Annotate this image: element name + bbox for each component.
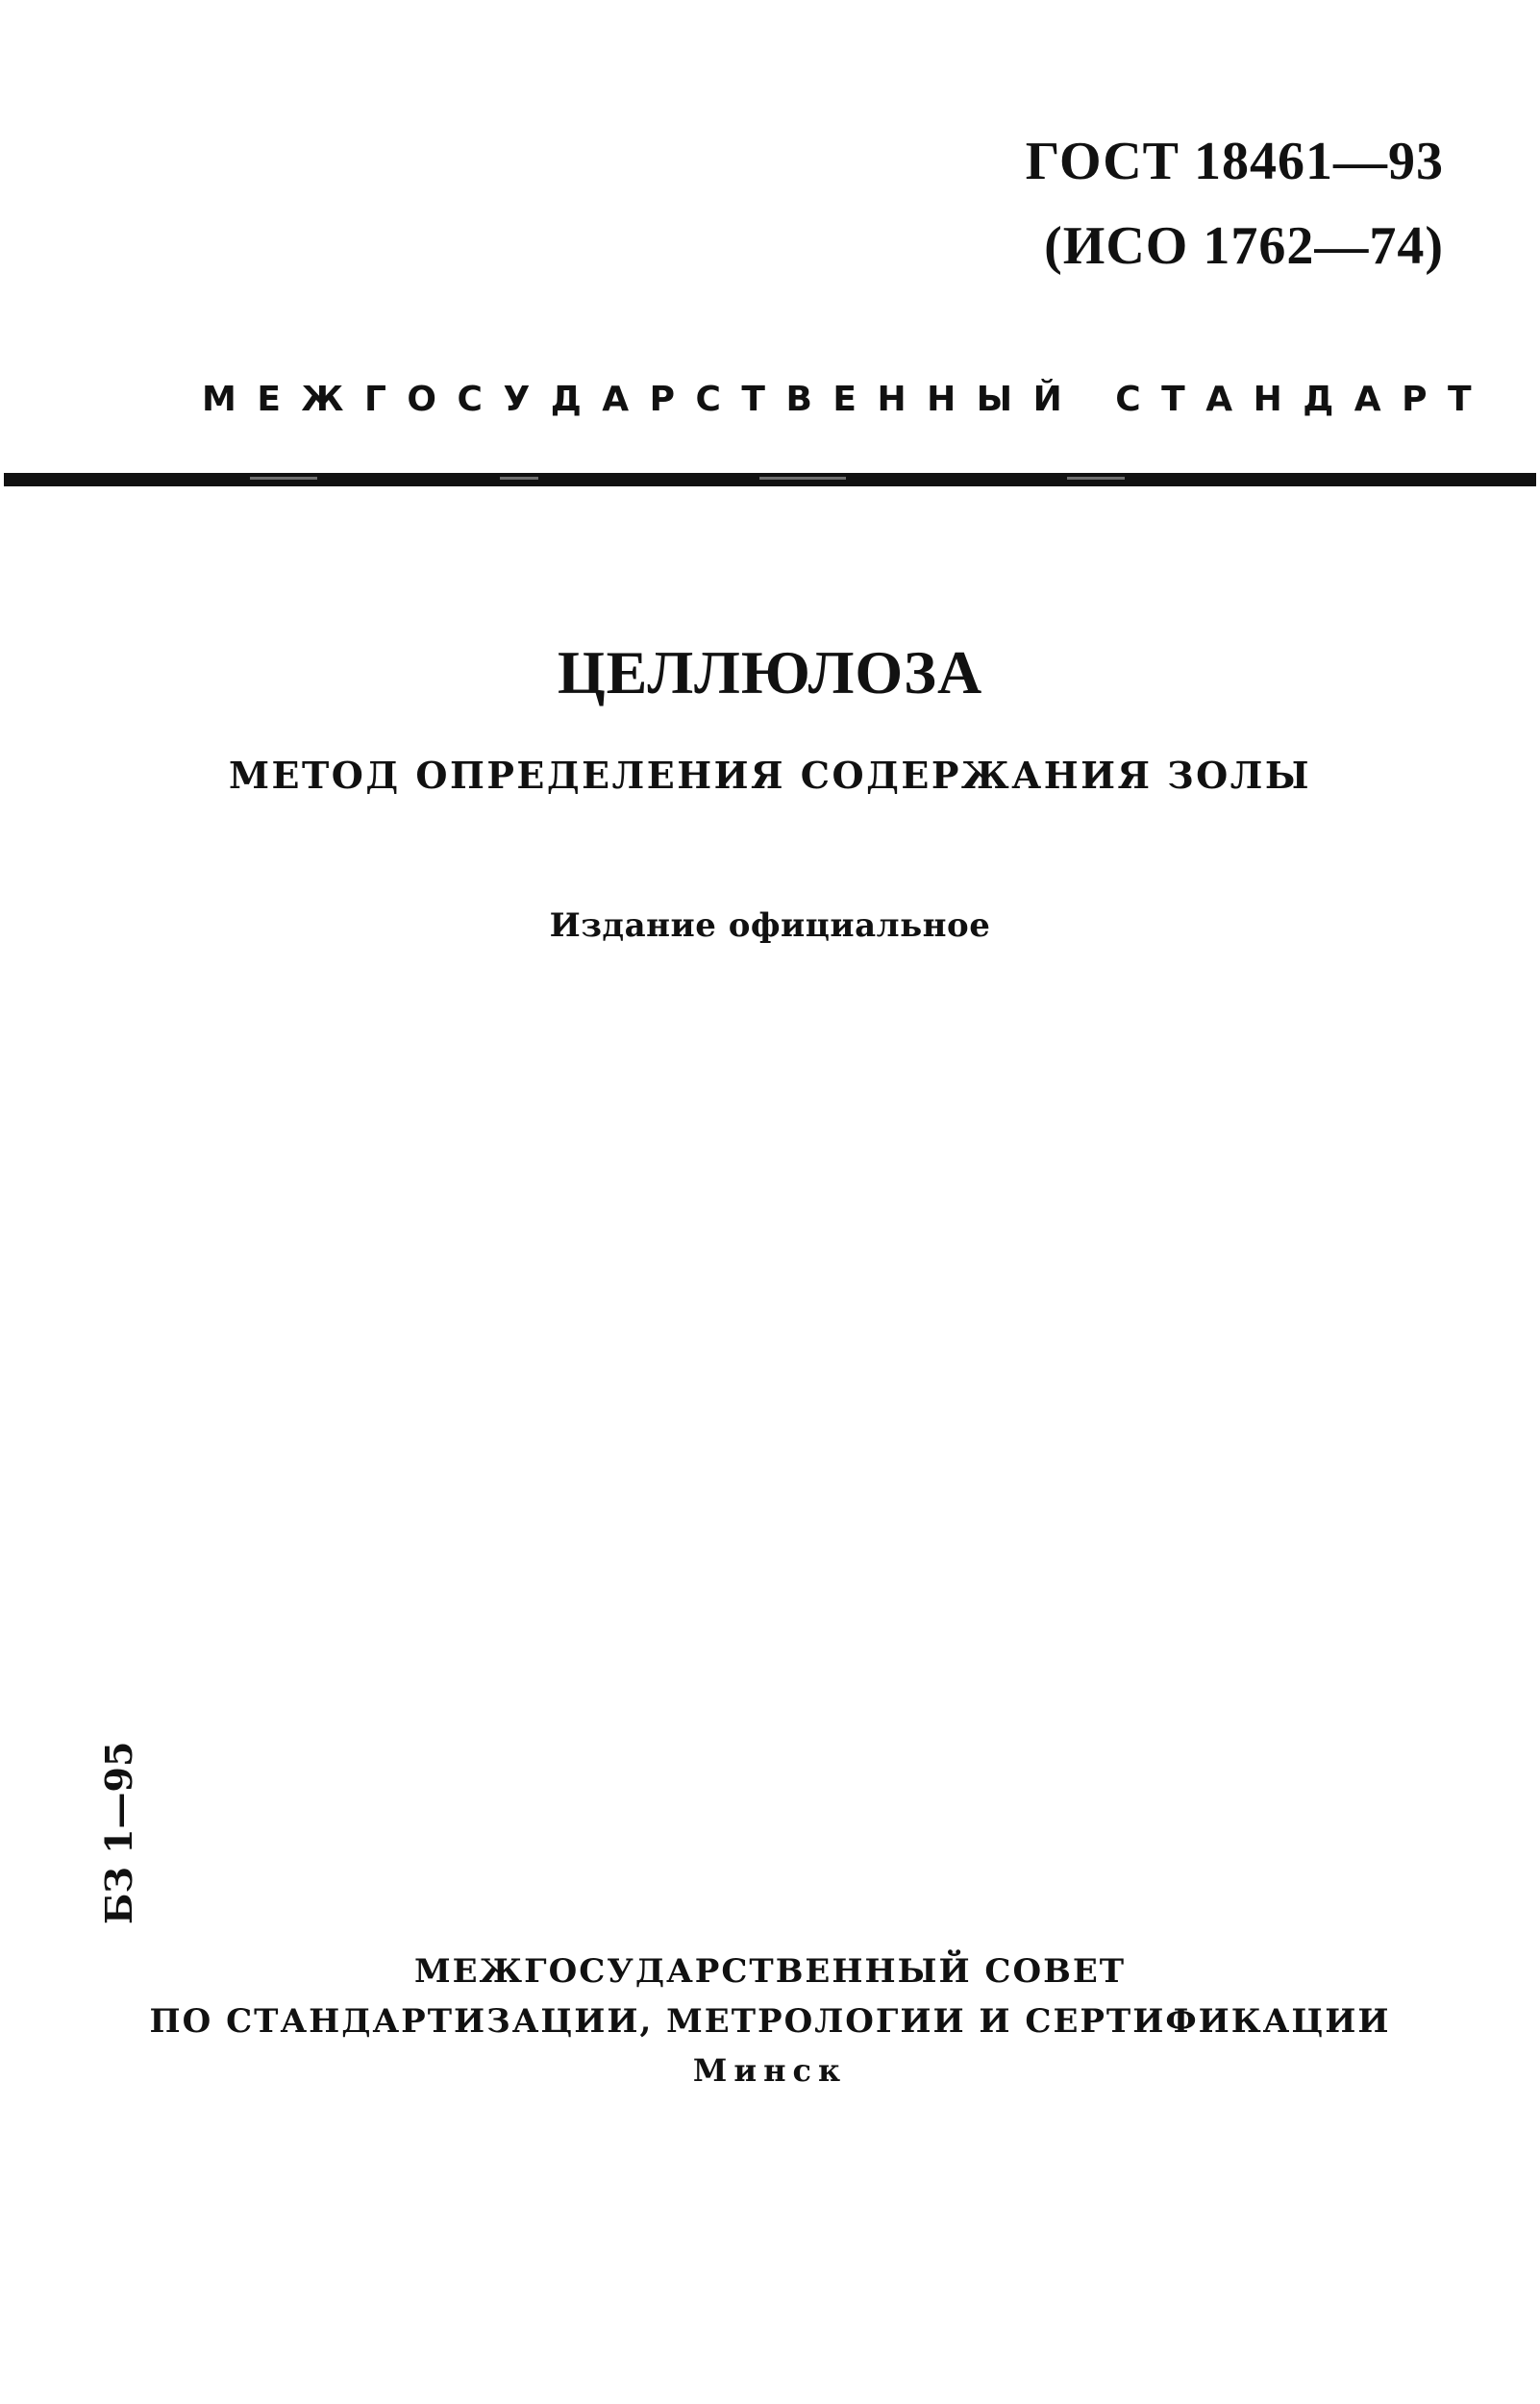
rule-speck bbox=[759, 477, 846, 480]
rule-speck bbox=[1067, 477, 1125, 480]
edition-label: Издание официальное bbox=[549, 906, 991, 945]
publisher-line-2: ПО СТАНДАРТИЗАЦИИ, МЕТРОЛОГИИ И СЕРТИФИКАЦИИ bbox=[149, 2002, 1391, 2041]
document-title: ЦЕЛЛЮЛОЗА bbox=[557, 638, 983, 706]
iso-number: (ИСО 1762—74) bbox=[1044, 216, 1444, 276]
horizontal-rule bbox=[4, 473, 1536, 486]
gost-number: ГОСТ 18461—93 bbox=[1025, 132, 1444, 191]
publisher-city: Минск bbox=[692, 2052, 848, 2089]
side-code: БЗ 1—95 bbox=[97, 1741, 140, 1924]
standard-type: МЕЖГОСУДАРСТВЕННЫЙ СТАНДАРТ bbox=[202, 380, 1493, 419]
rule-speck bbox=[250, 477, 317, 480]
publisher-line-1: МЕЖГОСУДАРСТВЕННЫЙ СОВЕТ bbox=[413, 1952, 1127, 1991]
document-subtitle: МЕТОД ОПРЕДЕЛЕНИЯ СОДЕРЖАНИЯ ЗОЛЫ bbox=[228, 754, 1312, 797]
rule-speck bbox=[500, 477, 538, 480]
